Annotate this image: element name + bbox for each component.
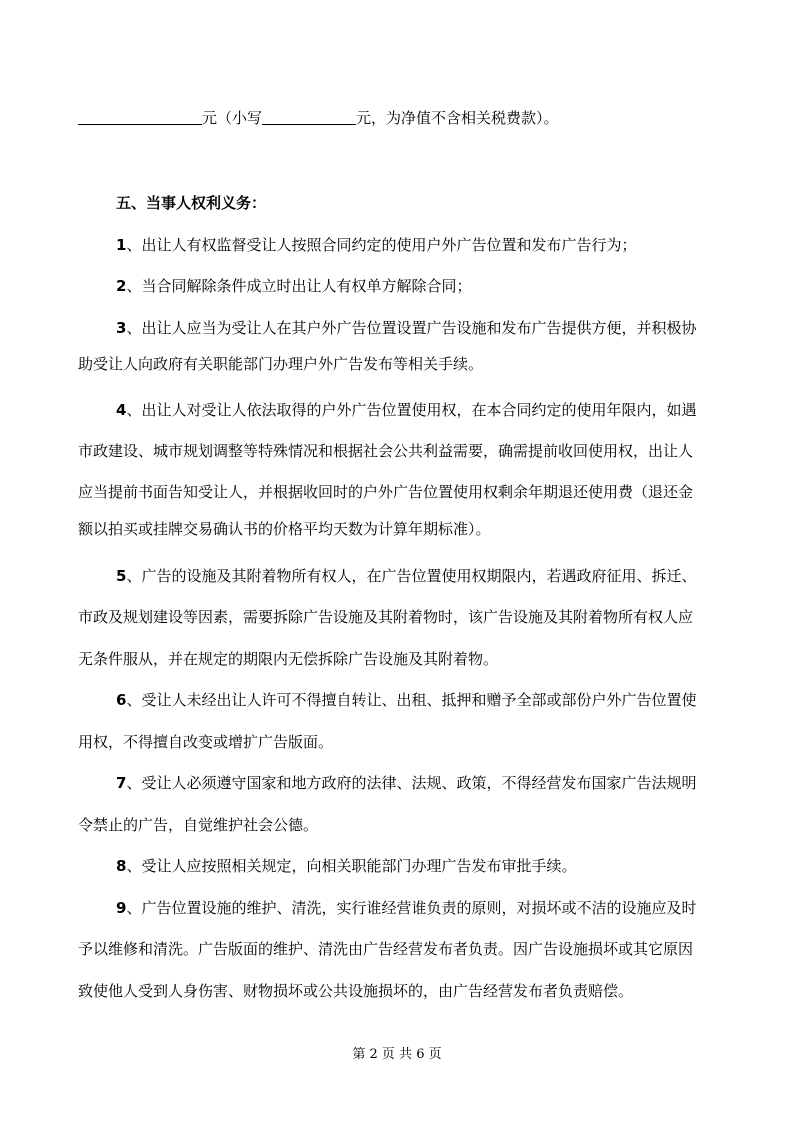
unit-label-2: 元，为净值不含相关税费款）。 (356, 109, 559, 127)
clause-text: 、受让人必须遵守国家和地方政府的法律、法规、政策，不得经营发布国家广告法规明 (126, 774, 697, 792)
clause-5-line-3: 无条件服从，并在规定的期限内无偿拆除广告设施及其附着物。 (78, 650, 499, 668)
unit-label-1: 元（小写 (202, 109, 263, 127)
clause-text: 、受让人未经出让人许可不得擅自转让、出租、抵押和赠予全部或部份户外广告位置使 (126, 691, 697, 709)
clause-text: 、广告的设施及其附着物所有权人，在广告位置使用权期限内，若遇政府征用、拆迁、 (126, 567, 697, 585)
amount-blank[interactable] (78, 109, 202, 125)
clause-9 (116, 898, 766, 918)
clause-number: 7 (116, 774, 127, 792)
clause-number: 2 (116, 277, 127, 295)
clause-4 (116, 400, 766, 420)
clause-7 (116, 773, 766, 793)
clause-4-line-2: 市政建设、城市规划调整等特殊情况和根据社会公共利益需要，确需提前收回使用权，出让人 (78, 442, 694, 460)
clause-number: 5 (116, 567, 127, 585)
clause-2 (116, 276, 766, 296)
clause-1 (116, 235, 766, 255)
amount-lowercase-blank[interactable] (262, 109, 356, 125)
clause-9-line-2: 予以维修和清洗。广告版面的维护、清洗由广告经营发布者负责。因广告设施损坏或其它原因 (78, 940, 694, 958)
clause-number: 4 (116, 401, 127, 419)
price-fill-line (78, 108, 728, 128)
clause-text: 、当合同解除条件成立时出让人有权单方解除合同； (126, 277, 472, 295)
clause-4-line-4: 额以拍买或挂牌交易确认书的价格平均天数为计算年期标准）。 (78, 520, 491, 538)
clause-number: 9 (116, 899, 127, 917)
clause-7-line-2: 令禁止的广告，自觉维护社会公德。 (78, 816, 319, 834)
clause-3-line-2: 助受让人向政府有关职能部门办理户外广告发布等相关手续。 (78, 355, 484, 373)
clause-8 (116, 856, 766, 876)
clause-number: 6 (116, 691, 127, 709)
clause-number: 8 (116, 857, 127, 875)
clause-text: 、出让人应当为受让人在其户外广告位置设置广告设施和发布广告提供方便，并积极协 (126, 319, 697, 337)
clause-text: 、出让人有权监督受让人按照合同约定的使用户外广告位置和发布广告行为； (126, 236, 637, 254)
clause-4-line-3: 应当提前书面告知受让人，并根据收回时的户外广告位置使用权剩余年期退还使用费（退还金 (78, 483, 694, 501)
clause-3 (116, 318, 766, 338)
clause-5-line-2: 市政及规划建设等因素，需要拆除广告设施及其附着物时，该广告设施及其附着物所有权人应 (78, 608, 694, 626)
clause-number: 1 (116, 236, 127, 254)
clause-text: 、广告位置设施的维护、清洗，实行谁经营谁负责的原则，对损坏或不洁的设施应及时 (126, 899, 697, 917)
clause-6-line-2: 用权，不得擅自改变或增扩广告版面。 (78, 733, 334, 751)
clause-6 (116, 690, 766, 710)
section-heading: 五、当事人权利义务： (116, 194, 267, 212)
clause-number: 3 (116, 319, 127, 337)
page-number-footer: 第 2 页 共 6 页 (352, 1047, 442, 1062)
clause-text: 、受让人应按照相关规定，向相关职能部门办理广告发布审批手续。 (126, 857, 577, 875)
clause-5 (116, 566, 766, 586)
clause-9-line-3: 致使他人受到人身伤害、财物损坏或公共设施损坏的，由广告经营发布者负责赔偿。 (78, 982, 634, 1000)
clause-text: 、出让人对受让人依法取得的户外广告位置使用权，在本合同约定的使用年限内，如遇 (126, 401, 697, 419)
